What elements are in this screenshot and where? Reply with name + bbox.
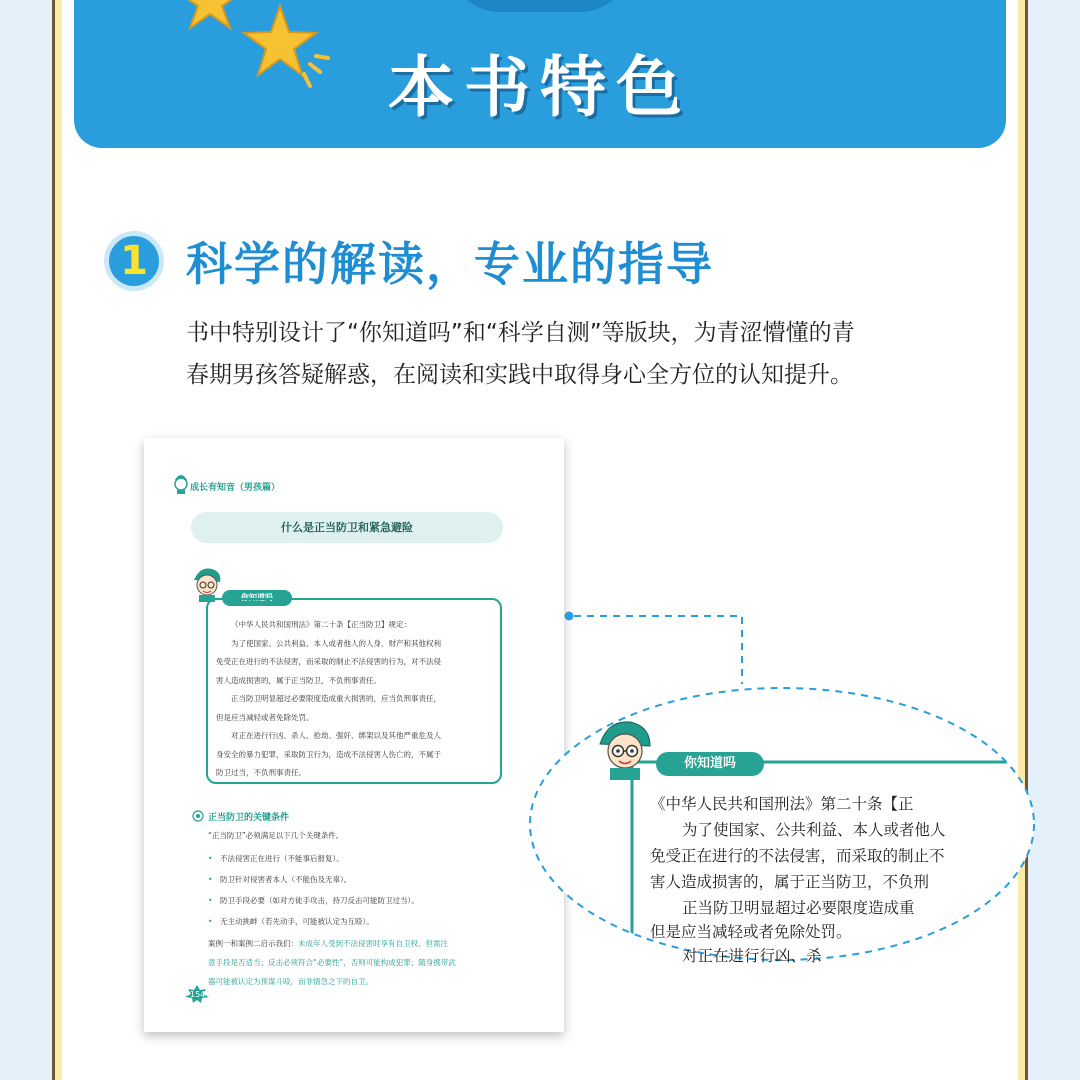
box-line: 防卫过当，不负刑事责任。 (216, 768, 306, 777)
running-head: 成长有知音（男孩篇） (190, 483, 281, 493)
did-you-know-box (206, 598, 502, 784)
box-line: 《中华人民共和国刑法》第二十条【正当防卫】规定： (231, 620, 411, 629)
box-line: 免受正在进行的不法侵害，而采取的制止不法侵害的行为，对不法侵 (216, 657, 441, 666)
case-line: 器可能被认定为预谋斗殴，而非情急之下的自卫。 (208, 977, 373, 986)
box-line: 害人造成损害的，属于正当防卫，不负刑事责任。 (216, 675, 381, 685)
tag-label: 你知道吗 (683, 756, 736, 771)
feature-description-line: 书中特别设计了“你知道吗”和“科学自测”等版块，为青涩懵懂的青 (186, 320, 855, 346)
did-you-know-tag: 你知道吗 (222, 590, 292, 606)
case-line: 未成年人受到不法侵害时享有自卫权，但需注 (298, 939, 448, 948)
box-line: 为了使国家、公共利益、本人或者他人的人身、财产和其他权利 (231, 638, 441, 648)
book-page-preview (144, 438, 564, 1032)
conditions-title: 正当防卫的关键条件 (208, 813, 290, 823)
case-summary (208, 934, 508, 991)
target-icon (192, 810, 204, 822)
zoom-line: 为了使国家、公共利益、本人或者他人 (682, 821, 946, 839)
list-item: • 防卫手段必要（如对方徒手攻击，持刀反击可能防卫过当）。 (208, 896, 419, 905)
zoom-line: 免受正在进行的不法侵害，而采取的制止不 (650, 847, 945, 865)
zoom-line: 对正在进行行凶、杀 (682, 947, 822, 965)
mascot-icon (594, 718, 656, 780)
mascot-icon (190, 566, 224, 602)
page-number: 154 (190, 990, 206, 999)
conditions-intro: “正当防卫”必须满足以下几个关键条件。 (208, 831, 344, 840)
list-item: • 无主动挑衅（若先动手，可能被认定为互殴）。 (208, 917, 374, 926)
box-line: 但是应当减轻或者免除处罚。 (216, 712, 314, 722)
feature-title: 科学的解读，专业的指导 (186, 237, 714, 291)
case-line: 意手段是否适当；反击必须符合“必要性”，否则可能构成犯罪；随身携带武 (208, 958, 456, 967)
feature-description (186, 312, 986, 396)
case-lead: 案例一和案例二启示我们： (208, 939, 298, 948)
zoom-line: 害人造成损害的，属于正当防卫，不负刑 (650, 873, 930, 891)
feature-number-badge: 1 (104, 231, 164, 291)
box-line: 对正在进行行凶、杀人、抢劫、强奸、绑架以及其他严重危及人 (231, 731, 441, 740)
zoom-line: 《中华人民共和国刑法》第二十条【正 (650, 795, 914, 813)
zoom-line: 正当防卫明显超过必要限度造成重 (682, 899, 915, 917)
box-line: 身安全的暴力犯罪，采取防卫行为，造成不法侵害人伤亡的，不属于 (216, 749, 441, 759)
list-item: • 不法侵害正在进行（不能事后报复）。 (208, 854, 344, 863)
header-title: 本书特色 (388, 49, 692, 126)
list-item: • 防卫针对侵害者本人（不能伤及无辜）。 (208, 875, 352, 884)
conditions-list (208, 848, 419, 932)
section-title: 什么是正当防卫和紧急避险 (191, 512, 503, 543)
did-you-know-tag-zoomed (656, 752, 764, 776)
box-line: 正当防卫明显超过必要限度造成重大损害的，应当负刑事责任， (231, 694, 441, 703)
mascot-head-icon (172, 472, 190, 494)
feature-description-line: 春期男孩答疑解惑，在阅读和实践中取得身心全方位的认知提升。 (186, 362, 853, 388)
zoom-line: 但是应当减轻或者免除处罚。 (650, 923, 852, 941)
